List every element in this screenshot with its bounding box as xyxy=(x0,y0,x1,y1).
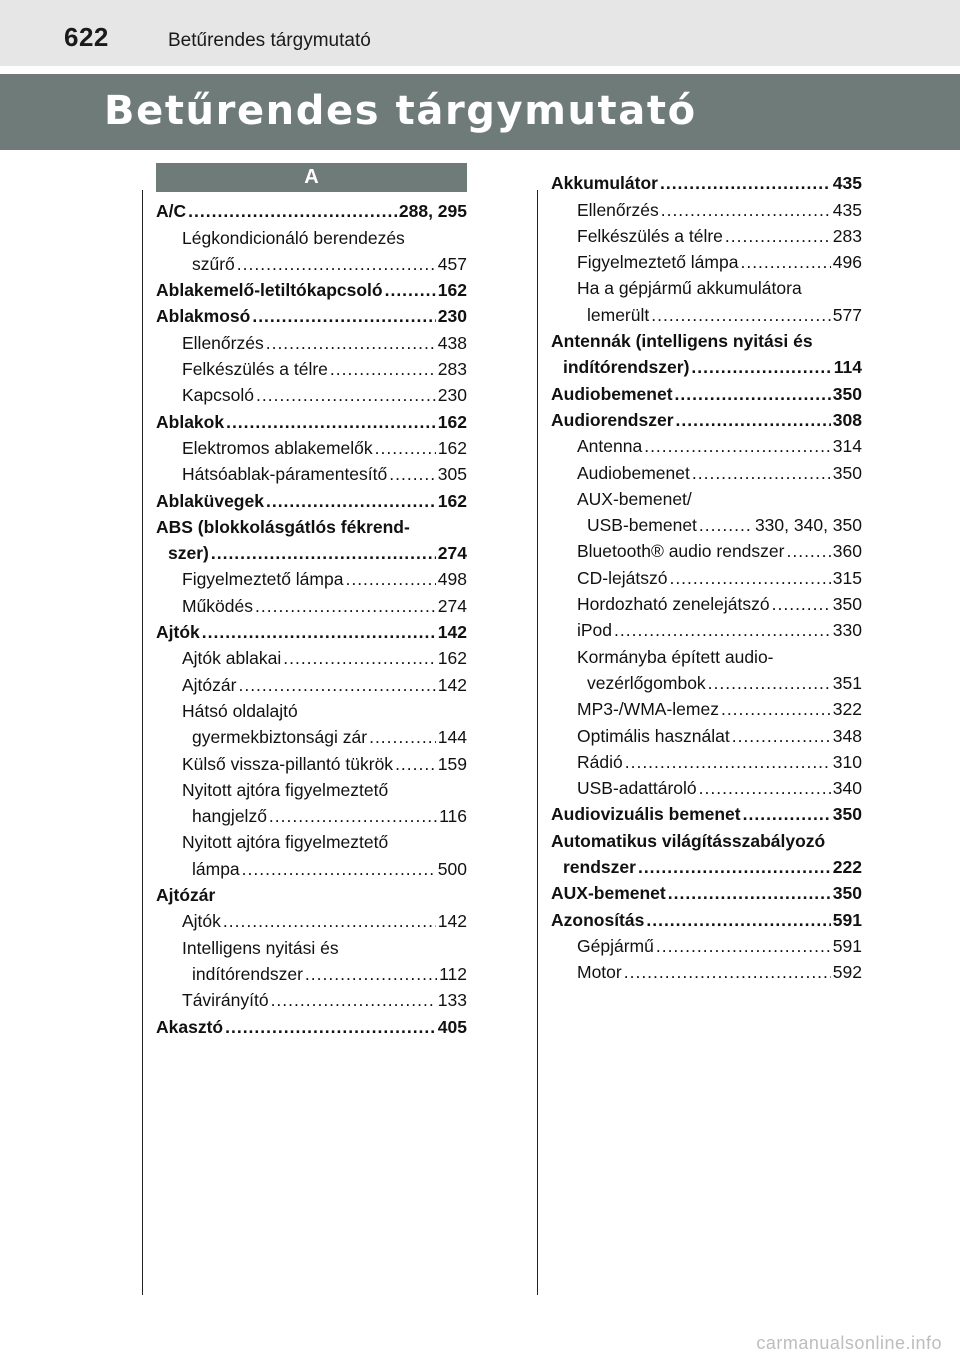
index-entry xyxy=(551,641,862,667)
leader-dots xyxy=(660,173,831,194)
leader-dots xyxy=(786,541,830,562)
index-entry-term: Ablakok xyxy=(156,411,225,432)
top-header-bar xyxy=(0,0,960,66)
index-entry-term: Felkészülés a télre xyxy=(577,225,723,246)
index-entry xyxy=(156,327,467,353)
index-entry-term: CD-lejátszó xyxy=(577,567,668,588)
leader-dots xyxy=(242,859,436,880)
index-entry xyxy=(551,326,862,352)
index-entry-term: AUX-bemenet/ xyxy=(577,488,692,509)
index-entry-page: 308 xyxy=(832,409,862,430)
index-entry-term: Légkondicionáló berendezés xyxy=(182,227,405,248)
leader-dots xyxy=(699,778,831,799)
leader-dots xyxy=(369,727,436,748)
leader-dots xyxy=(772,594,831,615)
index-entry xyxy=(551,799,862,825)
index-entry-term: A/C xyxy=(156,201,187,222)
index-entry-term: Akkumulátor xyxy=(551,173,658,194)
index-entry-term: Külső vissza-pillantó tükrök xyxy=(182,753,394,774)
index-entry xyxy=(551,589,862,615)
index-entry xyxy=(156,222,467,248)
index-entry-term: USB-bemenet xyxy=(587,515,697,536)
index-entry-term: MP3-/WMA-lemez xyxy=(577,699,719,720)
index-entry-term: Ablaküvegek xyxy=(156,490,264,511)
index-entry-page: 360 xyxy=(832,541,862,562)
index-entry-term: Ajtók xyxy=(156,622,200,643)
index-entry-page: 133 xyxy=(437,990,467,1011)
index-entry-page: 330 xyxy=(832,620,862,641)
index-entry-page: 350 xyxy=(832,804,862,825)
index-entry-page: 498 xyxy=(437,569,467,590)
index-entry-page: 283 xyxy=(832,225,862,246)
index-letter-header: A xyxy=(156,163,467,192)
index-entry-page: 116 xyxy=(439,806,467,827)
index-entry xyxy=(156,512,467,538)
leader-dots xyxy=(721,699,831,720)
index-entry xyxy=(551,878,862,904)
index-entry-term: Ablakemelő-letiltókapcsoló xyxy=(156,280,383,301)
index-entry-page: 142 xyxy=(437,911,467,932)
index-entry-term: Hátsó oldalajtó xyxy=(182,700,298,721)
index-entry-page: 350 xyxy=(832,594,862,615)
index-entry-page: 350 xyxy=(832,883,862,904)
index-entry xyxy=(551,904,862,930)
index-entry-page: 322 xyxy=(832,699,862,720)
index-entry-page: 305 xyxy=(437,464,467,485)
leader-dots xyxy=(256,385,436,406)
leader-dots xyxy=(675,384,831,405)
leader-dots xyxy=(669,568,830,589)
leader-dots xyxy=(624,962,831,983)
leader-dots xyxy=(283,648,436,669)
index-entry xyxy=(156,354,467,380)
index-entry-page: 315 xyxy=(832,567,862,588)
page-number: 622 xyxy=(64,22,109,52)
index-entry-term: Automatikus világításszabályozó xyxy=(551,830,826,851)
index-entry-page: 350 xyxy=(832,383,862,404)
index-entry-term: Ajtók ablakai xyxy=(182,648,282,669)
index-entry xyxy=(551,931,862,957)
index-entry xyxy=(551,747,862,773)
index-entry xyxy=(156,485,467,511)
leader-dots xyxy=(266,491,436,512)
index-entry xyxy=(156,801,467,827)
column-divider-middle xyxy=(537,190,538,1295)
index-entry-page: 283 xyxy=(437,359,467,380)
index-entry xyxy=(551,484,862,510)
index-entry-page: 340 xyxy=(832,778,862,799)
index-entry-term: Kapcsoló xyxy=(182,385,254,406)
index-entry xyxy=(551,352,862,378)
index-entry xyxy=(156,775,467,801)
index-entry-term: szer) xyxy=(168,543,209,564)
index-entry-page: 112 xyxy=(439,963,467,984)
index-entry-page: 435 xyxy=(832,173,862,194)
index-entry xyxy=(551,825,862,851)
page-title: Betűrendes tárgymutató xyxy=(104,88,697,134)
index-entry-page: 288, 295 xyxy=(398,201,467,222)
index-entry-term: Audiorendszer xyxy=(551,409,674,430)
leader-dots xyxy=(226,412,436,433)
index-entry-term: Antennák (intelligens nyitási és xyxy=(551,331,813,352)
index-entry-page: 222 xyxy=(832,857,862,878)
index-entry-page: 310 xyxy=(832,751,862,772)
index-entry xyxy=(551,405,862,431)
index-entry xyxy=(156,459,467,485)
index-entry xyxy=(156,906,467,932)
index-entry xyxy=(551,194,862,220)
index-entry-page: 438 xyxy=(437,332,467,353)
column-divider-left xyxy=(142,190,143,1295)
index-entry-page: 591 xyxy=(832,935,862,956)
index-entry-term: Működés xyxy=(182,595,254,616)
index-entry-term: indítórendszer xyxy=(192,963,303,984)
index-column-left xyxy=(156,196,467,1038)
leader-dots xyxy=(646,910,830,931)
index-entry-term: ABS (blokkolásgátlós fékrend- xyxy=(156,516,410,537)
index-entry xyxy=(551,720,862,746)
index-entry-term: AUX-bemenet xyxy=(551,883,666,904)
index-entry-page: 457 xyxy=(437,253,467,274)
leader-dots xyxy=(732,726,831,747)
index-entry xyxy=(551,773,862,799)
index-entry-term: Motor xyxy=(577,962,622,983)
index-entry xyxy=(156,1011,467,1037)
index-entry-term: rendszer xyxy=(563,857,636,878)
index-entry-page: 142 xyxy=(437,622,467,643)
index-entry-term: iPod xyxy=(577,620,613,641)
index-entry xyxy=(551,221,862,247)
index-entry-term: hangjelző xyxy=(192,806,267,827)
index-entry xyxy=(156,696,467,722)
leader-dots xyxy=(375,438,436,459)
leader-dots xyxy=(692,463,831,484)
index-entry xyxy=(156,249,467,275)
leader-dots xyxy=(211,543,436,564)
index-entry xyxy=(551,536,862,562)
index-entry xyxy=(156,880,467,906)
leader-dots xyxy=(271,990,436,1011)
index-entry xyxy=(156,669,467,695)
index-entry-term: Ellenőrzés xyxy=(577,199,659,220)
index-entry xyxy=(551,694,862,720)
index-entry xyxy=(156,985,467,1011)
index-entry-page: 144 xyxy=(437,727,467,748)
index-entry-term: Ajtózár xyxy=(182,674,237,695)
index-entry-page: 274 xyxy=(437,543,467,564)
index-entry-term: vezérlőgombok xyxy=(587,672,706,693)
index-entry-page: 162 xyxy=(437,648,467,669)
index-entry-term: Ellenőrzés xyxy=(182,332,264,353)
index-entry xyxy=(156,932,467,958)
index-entry-page: 405 xyxy=(437,1016,467,1037)
index-entry-term: Figyelmeztető lámpa xyxy=(182,569,344,590)
index-entry xyxy=(156,564,467,590)
leader-dots xyxy=(237,254,436,275)
leader-dots xyxy=(661,200,831,221)
index-entry-page: 350 xyxy=(832,462,862,483)
index-entry-term: Intelligens nyitási és xyxy=(182,937,339,958)
index-entry-term: Rádió xyxy=(577,751,623,772)
watermark-text: carmanualsonline.info xyxy=(756,1333,942,1353)
title-bar xyxy=(0,74,960,150)
index-entry xyxy=(156,406,467,432)
leader-dots xyxy=(223,911,436,932)
index-entry-page: 230 xyxy=(437,385,467,406)
leader-dots xyxy=(225,1017,436,1038)
leader-dots xyxy=(389,464,436,485)
index-entry-term: Ajtók xyxy=(182,911,221,932)
index-entry xyxy=(551,957,862,983)
leader-dots xyxy=(188,201,397,222)
leader-dots xyxy=(656,936,831,957)
index-entry xyxy=(156,853,467,879)
index-column-right xyxy=(551,168,862,983)
index-entry xyxy=(551,457,862,483)
index-entry-term: Hordozható zenelejátszó xyxy=(577,594,770,615)
index-entry-term: Ha a gépjármű akkumulátora xyxy=(577,278,802,299)
leader-dots xyxy=(668,883,831,904)
index-entry-term: Figyelmeztető lámpa xyxy=(577,252,739,273)
index-entry-term: Optimális használat xyxy=(577,725,730,746)
index-entry-page: 162 xyxy=(437,490,467,511)
leader-dots xyxy=(345,569,435,590)
index-entry xyxy=(551,431,862,457)
index-entry-term: gyermekbiztonsági zár xyxy=(192,727,368,748)
leader-dots xyxy=(691,357,831,378)
index-entry xyxy=(551,247,862,273)
index-entry-term: USB-adattároló xyxy=(577,778,697,799)
leader-dots xyxy=(651,305,831,326)
index-entry-term: Audiobemenet xyxy=(577,462,690,483)
leader-dots xyxy=(699,515,753,536)
index-entry-term: Antenna xyxy=(577,436,643,457)
index-entry xyxy=(156,275,467,301)
index-entry xyxy=(156,643,467,669)
index-entry-term: Felkészülés a télre xyxy=(182,359,328,380)
index-entry-page: 330, 340, 350 xyxy=(754,515,862,536)
index-entry-term: Nyitott ajtóra figyelmeztető xyxy=(182,832,389,853)
index-entry-term: Bluetooth® audio rendszer xyxy=(577,541,785,562)
index-entry-term: lámpa xyxy=(192,858,240,879)
index-entry xyxy=(551,510,862,536)
index-entry-term: Audiobemenet xyxy=(551,383,673,404)
leader-dots xyxy=(395,754,436,775)
index-entry xyxy=(551,615,862,641)
index-entry xyxy=(551,562,862,588)
index-entry-page: 435 xyxy=(832,199,862,220)
index-entry xyxy=(156,617,467,643)
index-entry-page: 591 xyxy=(832,909,862,930)
index-entry-page: 114 xyxy=(833,357,862,378)
index-entry xyxy=(551,852,862,878)
index-entry-page: 159 xyxy=(437,753,467,774)
header-section-name: Betűrendes tárgymutató xyxy=(168,30,371,51)
leader-dots xyxy=(614,620,831,641)
index-entry xyxy=(156,722,467,748)
index-entry-page: 162 xyxy=(437,437,467,458)
index-entry xyxy=(156,433,467,459)
leader-dots xyxy=(725,226,831,247)
leader-dots xyxy=(625,752,831,773)
index-entry-term: Nyitott ajtóra figyelmeztető xyxy=(182,779,389,800)
index-entry-term: Ajtózár xyxy=(156,885,216,906)
leader-dots xyxy=(644,436,831,457)
index-entry-term: Távirányító xyxy=(182,990,269,1011)
index-entry-term: Akasztó xyxy=(156,1016,224,1037)
leader-dots xyxy=(740,252,830,273)
leader-dots xyxy=(252,306,435,327)
index-entry xyxy=(156,748,467,774)
index-entry xyxy=(156,827,467,853)
index-entry xyxy=(156,959,467,985)
index-entry-term: Audiovizuális bemenet xyxy=(551,804,741,825)
index-entry xyxy=(551,299,862,325)
index-entry-page: 500 xyxy=(437,858,467,879)
leader-dots xyxy=(238,675,435,696)
index-entry-term: lemerült xyxy=(587,304,650,325)
index-entry-page: 274 xyxy=(437,595,467,616)
leader-dots xyxy=(743,804,831,825)
leader-dots xyxy=(202,622,436,643)
leader-dots xyxy=(385,280,436,301)
index-entry xyxy=(156,538,467,564)
index-entry-term: Azonosítás xyxy=(551,909,645,930)
index-entry-term: Ablakmosó xyxy=(156,306,251,327)
leader-dots xyxy=(676,410,831,431)
index-entry-page: 351 xyxy=(832,672,862,693)
leader-dots xyxy=(305,964,437,985)
leader-dots xyxy=(266,333,436,354)
index-entry xyxy=(551,273,862,299)
index-entry xyxy=(156,301,467,327)
index-entry xyxy=(551,168,862,194)
index-entry xyxy=(156,590,467,616)
index-entry-page: 162 xyxy=(437,411,467,432)
leader-dots xyxy=(255,596,436,617)
index-entry-page: 592 xyxy=(832,962,862,983)
index-entry-page: 496 xyxy=(832,252,862,273)
index-entry xyxy=(551,668,862,694)
index-entry xyxy=(551,378,862,404)
index-entry-page: 230 xyxy=(437,306,467,327)
leader-dots xyxy=(638,857,831,878)
index-entry-page: 314 xyxy=(832,436,862,457)
index-entry-term: Kormányba épített audio- xyxy=(577,646,774,667)
index-entry xyxy=(156,196,467,222)
index-entry-page: 162 xyxy=(437,280,467,301)
index-entry-page: 348 xyxy=(832,725,862,746)
index-entry-term: Gépjármű xyxy=(577,935,654,956)
leader-dots xyxy=(269,806,437,827)
index-entry xyxy=(156,380,467,406)
index-entry-term: indítórendszer) xyxy=(563,357,690,378)
index-entry-term: Elektromos ablakemelők xyxy=(182,437,373,458)
index-entry-term: szűrő xyxy=(192,253,235,274)
leader-dots xyxy=(330,359,436,380)
index-entry-term: Hátsóablak-páramentesítő xyxy=(182,464,388,485)
index-entry-page: 577 xyxy=(832,304,862,325)
index-entry-page: 142 xyxy=(437,674,467,695)
leader-dots xyxy=(708,673,831,694)
